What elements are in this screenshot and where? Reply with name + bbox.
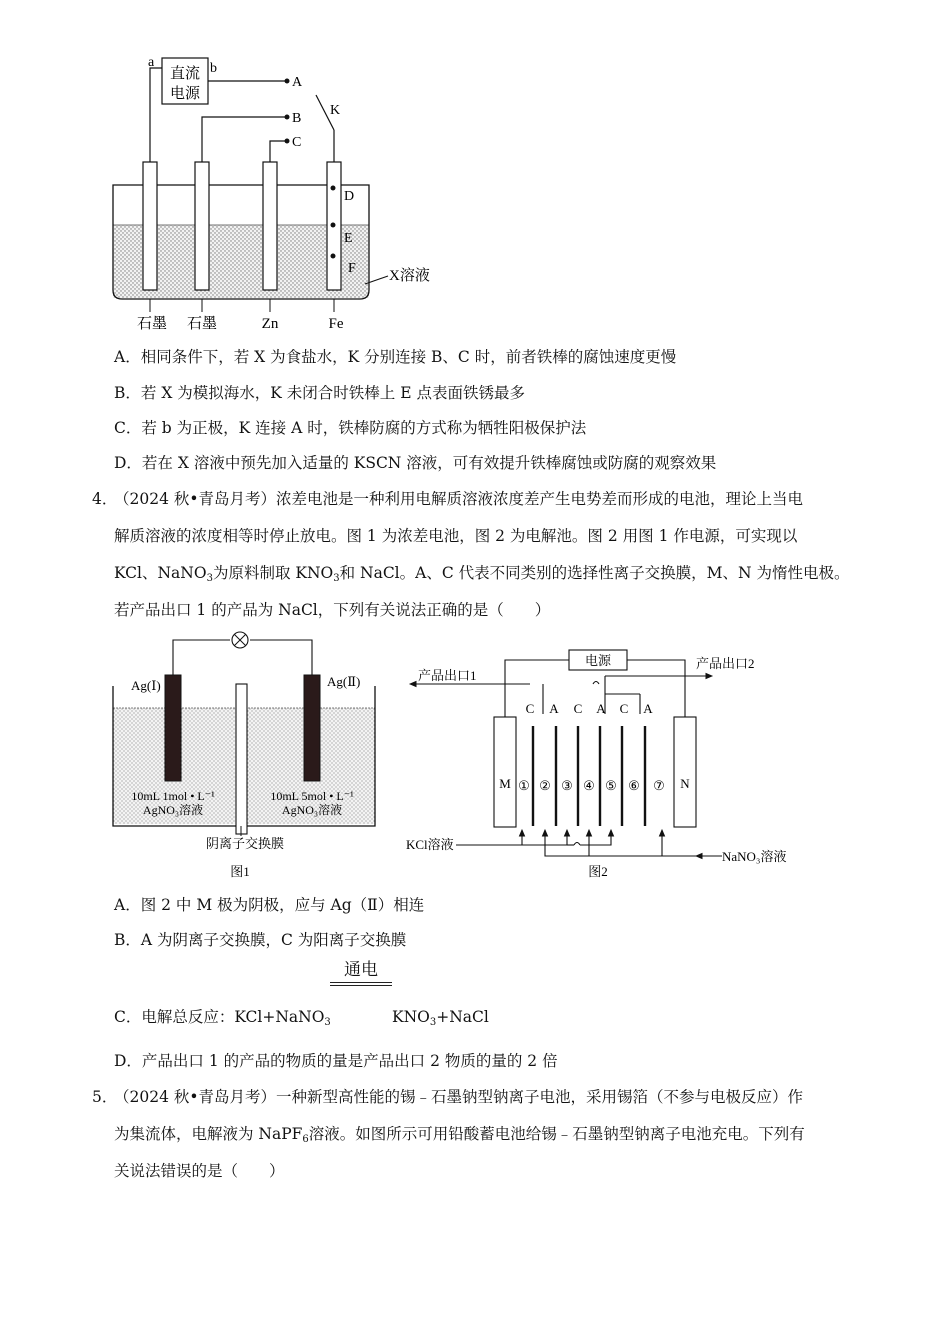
point-F-dot — [331, 254, 336, 259]
outlet-1-label: 产品出口1 — [418, 668, 477, 683]
q4-line3-b: 为原料制取 KNO — [212, 564, 334, 582]
point-E-dot — [331, 223, 336, 228]
q4-option-c-product — [392, 1006, 489, 1028]
electrode-M — [494, 717, 516, 827]
terminal-b: b — [210, 61, 217, 76]
electrode-label-3: Zn — [261, 316, 279, 332]
point-F-label: F — [348, 261, 356, 276]
electrode-N-label: N — [680, 776, 690, 791]
q4-option-c-product-tail: +NaCl — [436, 1008, 489, 1026]
ag-electrode-2 — [304, 675, 320, 781]
point-A-label: A — [292, 75, 303, 90]
chamber-1: ① — [518, 778, 530, 793]
membrane-3-label: C — [573, 701, 583, 716]
point-B-label: B — [292, 111, 302, 126]
outlet-2-label: 产品出口2 — [696, 656, 755, 671]
figure-electrolytic-cell — [400, 640, 800, 885]
q4-line3-sub1: 3 — [206, 573, 213, 584]
switch-K-label: K — [330, 103, 341, 118]
q3-option-c: C．若 b 为正极，K 连接 A 时，铁棒防腐的方式称为牺牲阳极保护法 — [114, 419, 587, 437]
point-E-label: E — [344, 231, 353, 246]
q3-option-b: B．若 X 为模拟海水，K 未闭合时铁棒上 E 点表面铁锈最多 — [114, 384, 525, 402]
q4-option-c-sub1: 3 — [324, 1017, 331, 1028]
point-D-dot — [331, 186, 336, 191]
solution-label: X溶液 — [389, 268, 430, 284]
chamber-6: ⑥ — [628, 778, 640, 793]
figure-corrosion-setup — [100, 50, 460, 340]
figure-2-caption: 图2 — [588, 864, 608, 879]
ag-electrode-2-label: Ag(Ⅱ) — [327, 674, 361, 689]
graphite-electrode-1 — [143, 162, 157, 290]
left-solution: AgNO₃溶液 — [142, 803, 204, 817]
terminal-C-dot — [285, 139, 290, 144]
chamber-4: ④ — [583, 778, 595, 793]
q5-line2-sub: 6 — [302, 1134, 309, 1145]
q5-number: 5． — [92, 1088, 118, 1106]
reaction-condition-text: 通电 — [344, 960, 378, 980]
q5-stem-line2 — [114, 1123, 805, 1145]
right-concentration: 10mL 5mol • L⁻¹ — [270, 789, 354, 803]
terminal-B-dot — [285, 115, 290, 120]
q4-option-a: A．图 2 中 M 极为阴极，应与 Ag（Ⅱ）相连 — [114, 896, 425, 914]
membrane-2-label: A — [549, 701, 559, 716]
q5-line2-b: 溶液。如图所示可用铅酸蓄电池给锡﹣石墨钠型钠离子电池充电。下列有 — [308, 1125, 805, 1143]
power-label-1: 直流 — [169, 66, 201, 82]
power-source-label: 电源 — [584, 653, 612, 668]
cell-wire — [173, 640, 230, 675]
crossover-2 — [574, 843, 580, 846]
terminal-A-dot — [285, 79, 290, 84]
q4-stem-line1: （2024 秋•青岛月考）浓差电池是一种利用电解质溶液浓度差产生电势差而形成的电池，理论上当电 — [114, 490, 804, 508]
terminal-a: a — [148, 55, 155, 70]
q4-option-c-sub2: 3 — [429, 1017, 437, 1028]
membrane-label: 阴离子交换膜 — [205, 836, 285, 851]
membrane-4-label: A — [596, 701, 606, 716]
figure-concentration-cell — [105, 628, 395, 883]
electrode-label-4: Fe — [328, 316, 344, 332]
zinc-electrode — [263, 162, 277, 290]
membrane-5-label: C — [619, 701, 629, 716]
electrode-label-2: 石墨 — [186, 316, 218, 332]
q5-line2-a: 为集流体，电解液为 NaPF — [114, 1125, 303, 1143]
cell-wire-2 — [250, 640, 312, 675]
electrode-M-label: M — [499, 776, 511, 791]
q4-line3-sub2: 3 — [333, 573, 340, 584]
kcl-branch-2 — [580, 836, 611, 845]
q3-option-d: D．若在 X 溶液中预先加入适量的 KSCN 溶液，可有效提升铁棒腐蚀或防腐的观察效果 — [114, 454, 717, 472]
q4-option-c-prefix: C．电解总反应：KCl+NaNO — [114, 1008, 325, 1026]
chamber-3: ③ — [561, 778, 573, 793]
q4-stem-line3 — [114, 562, 849, 584]
point-D-label: D — [344, 189, 355, 204]
electrode-N — [674, 717, 696, 827]
crossover-1 — [593, 682, 599, 685]
ag-electrode-1-label: Ag(Ⅰ) — [131, 678, 161, 693]
q4-option-d: D．产品出口 1 的产品的物质的量是产品出口 2 物质的量的 2 倍 — [114, 1052, 558, 1070]
nano3-inlet-label: NaNO₃溶液 — [722, 849, 787, 864]
q4-stem-line4: 若产品出口 1 的产品为 NaCl，下列有关说法正确的是（ ） — [114, 601, 551, 619]
chamber-5: ⑤ — [605, 778, 617, 793]
power-wire-right — [627, 660, 685, 717]
left-concentration: 10mL 1mol • L⁻¹ — [131, 789, 215, 803]
q4-stem-line2: 解质溶液的浓度相等时停止放电。图 1 为浓差电池，图 2 为电解池。图 2 用图 1 作电源，可实现以 — [114, 527, 798, 545]
q4-option-c — [114, 1006, 331, 1028]
nano3-inlet-line — [545, 830, 715, 856]
chamber-2: ② — [539, 778, 551, 793]
q4-line3-c: 和 NaCl。A、C 代表不同类别的选择性离子交换膜，M、N 为惰性电极。 — [339, 564, 850, 582]
q4-option-b: B．A 为阴离子交换膜，C 为阳离子交换膜 — [114, 931, 407, 949]
q4-line3-a: KCl、NaNO — [114, 564, 207, 582]
point-C-label: C — [292, 135, 302, 150]
ag-electrode-1 — [165, 675, 181, 781]
graphite-electrode-2 — [195, 162, 209, 290]
reaction-condition — [330, 960, 392, 986]
reaction-double-line — [330, 982, 392, 986]
wire-C — [270, 141, 285, 162]
power-wire-left — [505, 660, 569, 717]
right-solution: AgNO₃溶液 — [281, 803, 343, 817]
kcl-inlet-label: KCl溶液 — [406, 837, 454, 852]
q4-number: 4． — [92, 490, 118, 508]
q5-stem-line3: 关说法错误的是（ ） — [114, 1162, 285, 1180]
q4-option-c-product-main: KNO — [392, 1008, 430, 1026]
anion-exchange-membrane — [236, 684, 247, 834]
chamber-7: ⑦ — [653, 778, 665, 793]
figure-1-caption: 图1 — [230, 864, 250, 879]
wire-B — [202, 117, 285, 162]
membrane-6-label: A — [643, 701, 653, 716]
membrane-1-label: C — [525, 701, 535, 716]
wire-a — [150, 68, 162, 162]
q3-option-a: A．相同条件下，若 X 为食盐水，K 分别连接 B、C 时，前者铁棒的腐蚀速度更慢 — [114, 348, 677, 366]
electrode-label-1: 石墨 — [136, 316, 168, 332]
q5-stem-line1: （2024 秋•青岛月考）一种新型高性能的锡﹣石墨钠型钠离子电池，采用锡箔（不参与电极反应）作 — [114, 1088, 804, 1106]
power-label-2: 电源 — [169, 86, 201, 102]
